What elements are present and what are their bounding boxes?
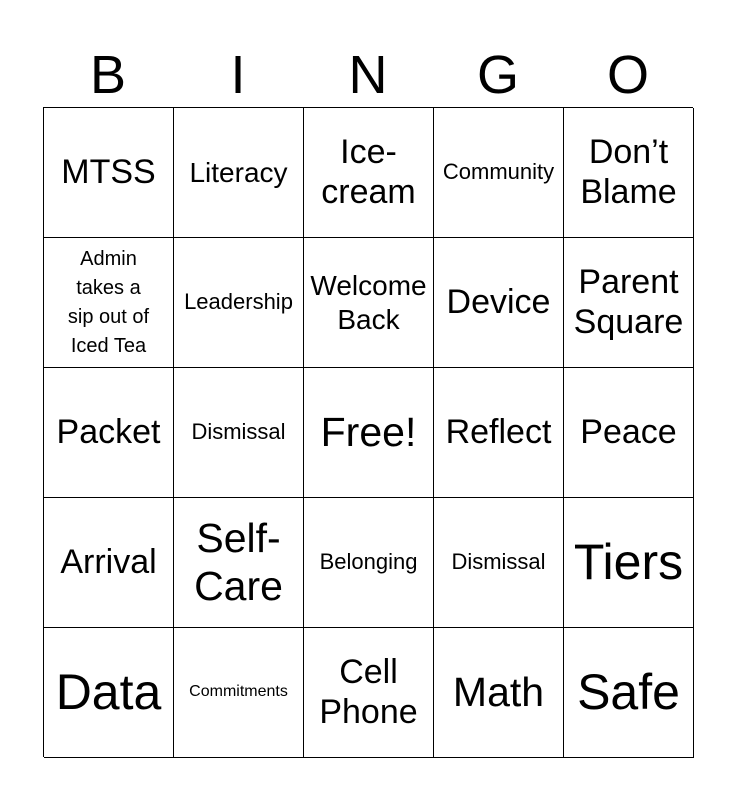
bingo-cell[interactable]: Dismissal	[174, 368, 304, 498]
bingo-cell[interactable]: Community	[434, 108, 564, 238]
bingo-cell[interactable]: MTSS	[44, 108, 174, 238]
bingo-cell[interactable]: Reflect	[434, 368, 564, 498]
header-letter-i: I	[230, 45, 246, 105]
bingo-cell[interactable]: Belonging	[304, 498, 434, 628]
bingo-cell[interactable]: Welcome Back	[304, 238, 434, 368]
bingo-cell[interactable]: Device	[434, 238, 564, 368]
bingo-cell[interactable]: Peace	[564, 368, 694, 498]
bingo-cell[interactable]: Tiers	[564, 498, 694, 628]
bingo-header	[43, 42, 693, 108]
bingo-cell[interactable]: Safe	[564, 628, 694, 758]
bingo-cell[interactable]: Arrival	[44, 498, 174, 628]
bingo-cell[interactable]: Don’t Blame	[564, 108, 694, 238]
bingo-cell[interactable]: Data	[44, 628, 174, 758]
bingo-cell[interactable]: Parent Square	[564, 238, 694, 368]
bingo-cell[interactable]: Commitments	[174, 628, 304, 758]
bingo-board	[43, 107, 693, 757]
bingo-cell[interactable]: Self- Care	[174, 498, 304, 628]
bingo-cell[interactable]: Cell Phone	[304, 628, 434, 758]
bingo-cell[interactable]: Leadership	[174, 238, 304, 368]
bingo-cell[interactable]: Math	[434, 628, 564, 758]
header-letter-n: N	[348, 45, 388, 105]
bingo-cell[interactable]: Ice- cream	[304, 108, 434, 238]
free-space-cell[interactable]: Free!	[304, 368, 434, 498]
bingo-cell[interactable]: Literacy	[174, 108, 304, 238]
header-letter-b: B	[89, 45, 127, 105]
bingo-cell[interactable]: Admin takes a sip out of Iced Tea	[44, 238, 174, 368]
header-letter-g: G	[476, 45, 519, 105]
header-letter-o: O	[606, 45, 649, 105]
bingo-cell[interactable]: Packet	[44, 368, 174, 498]
bingo-cell[interactable]: Dismissal	[434, 498, 564, 628]
